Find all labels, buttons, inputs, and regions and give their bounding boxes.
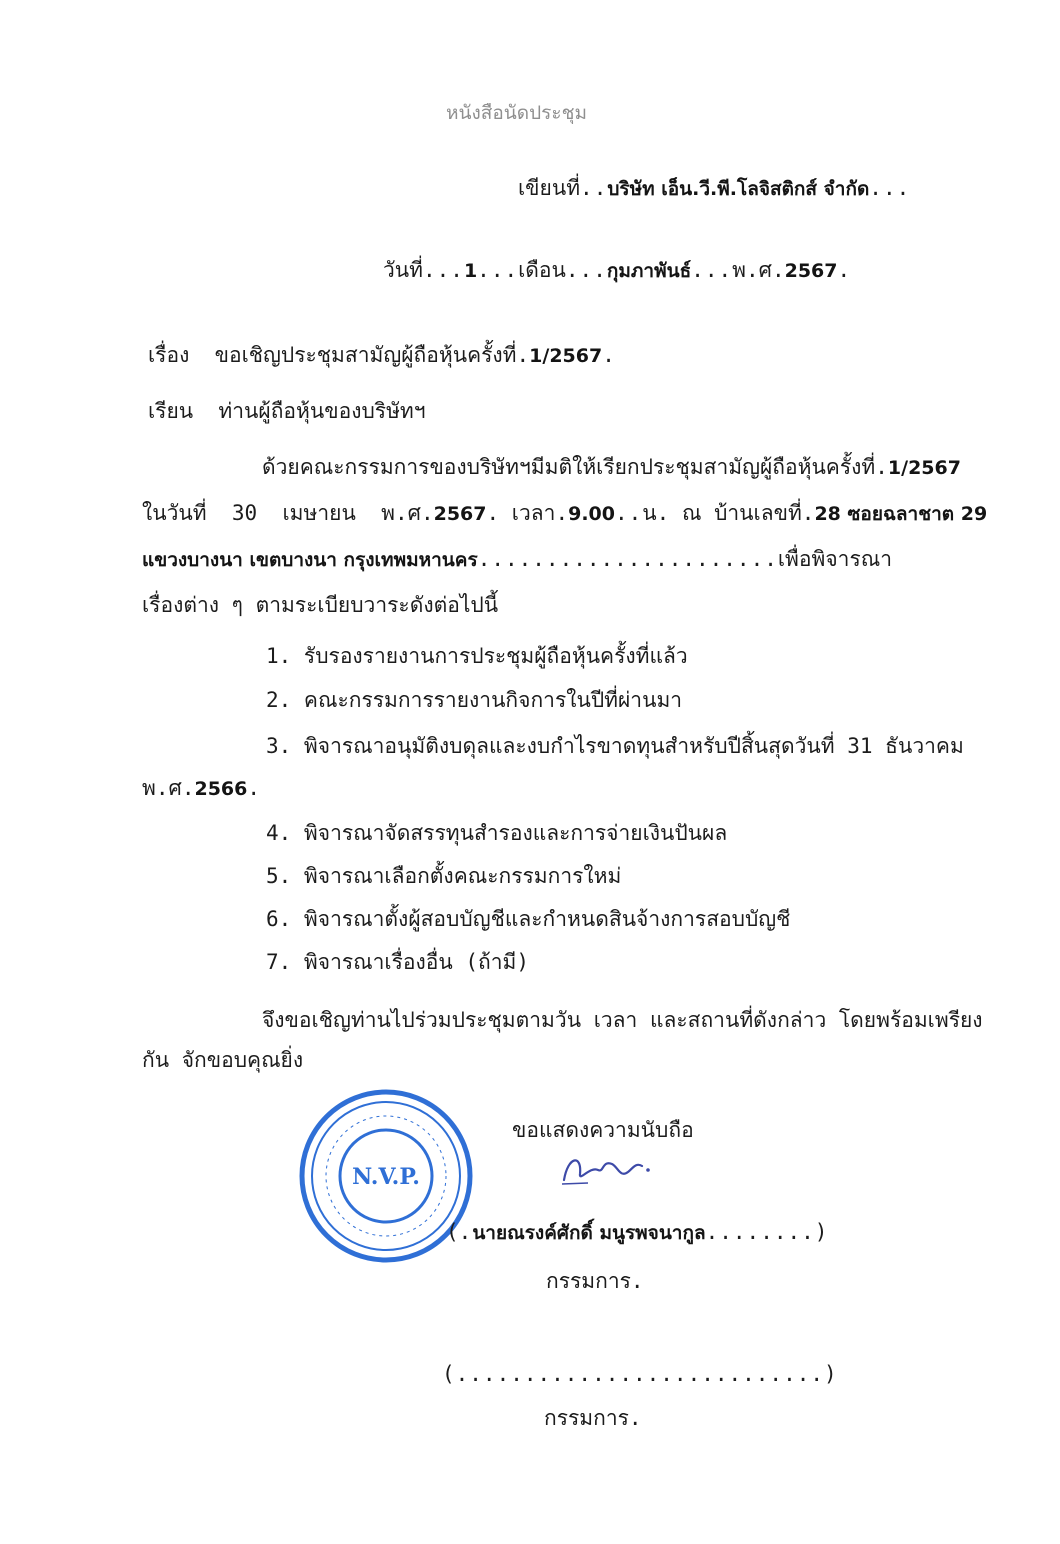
body-line-4: เรื่องต่าง ๆ ตามระเบียบวาระดังต่อไปนี้: [142, 593, 499, 617]
signer-1-title: กรรมการ.: [546, 1269, 644, 1293]
year-label: พ.ศ.: [732, 258, 785, 282]
signer-2-line: (...........................): [442, 1362, 838, 1386]
recipient-row: [148, 395, 426, 428]
date-row: วันที่...1...เดือน...กุมภาพันธ์...พ.ศ.2567.: [383, 258, 851, 282]
document-title: หนังสือนัดประชุม: [446, 102, 588, 124]
body-day: 30: [231, 501, 258, 525]
agenda-item: 6. พิจารณาตั้งผู้สอบบัญชีและกำหนดสินจ้างการสอบบัญชี: [266, 907, 791, 931]
body-intro: ด้วยคณะกรรมการของบริษัทฯมีมติให้เรียกประชุมสามัญผู้ถือหุ้นครั้งที่: [262, 455, 876, 479]
agenda-year-label: พ.ศ.: [142, 776, 195, 800]
body-time: 9.00: [568, 503, 615, 525]
agenda-item: 2. คณะกรรมการรายงานกิจการในปีที่ผ่านมา: [266, 688, 683, 712]
agenda-item: 7. พิจารณาเรื่องอื่น (ถ้ามี): [266, 950, 529, 974]
agenda-item: 1. รับรองรายงานการประชุมผู้ถือหุ้นครั้งที่แล้ว: [266, 644, 688, 668]
subject-text: ขอเชิญประชุมสามัญผู้ถือหุ้นครั้งที่: [214, 343, 517, 367]
body-on-date-label: ในวันที่: [142, 501, 207, 525]
closing-line-2: กัน จักขอบคุณยิ่ง: [142, 1048, 304, 1072]
body-month: เมษายน: [282, 501, 356, 525]
body-address: แขวงบางนา เขตบางนา กรุงเทพมหานคร: [142, 549, 478, 571]
agenda-item: 3. พิจารณาอนุมัติงบดุลและงบกำไรขาดทุนสำหรับปีสิ้นสุดวันที่ 31 ธันวาคม: [266, 734, 964, 758]
body-year-label: พ.ศ.: [381, 501, 434, 525]
signer-2-title: กรรมการ.: [544, 1406, 642, 1430]
written-at-value: บริษัท เอ็น.วี.พี.โลจิสติกส์ จำกัด: [607, 178, 870, 200]
subject-number: 1/2567: [529, 345, 603, 367]
written-at-row: เขียนที่..บริษัท เอ็น.วี.พี.โลจิสติกส์ จำกัด...: [518, 176, 911, 200]
agenda-item: 5. พิจารณาเลือกตั้งคณะกรรมการใหม่: [266, 864, 622, 888]
agenda-item: 4. พิจารณาจัดสรรทุนสำรองและการจ่ายเงินปันผล: [266, 821, 728, 845]
body-meeting-number: 1/2567: [887, 457, 961, 479]
month-label: เดือน: [518, 258, 566, 282]
signer-1-name: นายณรงค์ศักดิ์ มนูรพจนากูล: [472, 1222, 706, 1244]
body-line-1: ด้วยคณะกรรมการของบริษัทฯมีมติให้เรียกประชุมสามัญผู้ถือหุ้นครั้งที่.1/2567: [262, 455, 961, 479]
signature-mark: [558, 1150, 658, 1190]
body-at-label: ณ บ้านเลขที่: [681, 501, 802, 525]
closing-line-1: จึงขอเชิญท่านไปร่วมประชุมตามวัน เวลา และสถานที่ดังกล่าว โดยพร้อมเพรียง: [262, 1008, 983, 1032]
recipient-label: เรียน: [148, 399, 194, 423]
written-at-label: เขียนที่: [518, 176, 581, 200]
date-year: 2567: [784, 260, 838, 282]
date-label: วันที่: [383, 258, 423, 282]
body-year: 2567: [433, 503, 487, 525]
subject-row: เรื่อง ขอเชิญประชุมสามัญผู้ถือหุ้นครั้งที่.1/2567.: [148, 343, 615, 367]
recipient-text: ท่านผู้ถือหุ้นของบริษัทฯ: [218, 399, 426, 423]
body-house-number: 28 ซอยฉลาชาต 29: [814, 503, 988, 525]
subject-label: เรื่อง: [148, 343, 190, 367]
stamp-text: N.V.P.: [352, 1164, 420, 1190]
date-month: กุมภาพันธ์: [606, 260, 692, 282]
body-line-2: ในวันที่ 30 เมษายน พ.ศ.2567. เวลา.9.00..น. ณ บ้านเลขที่.28 ซอยฉลาชาต 29: [142, 501, 988, 525]
agenda-year: 2566: [194, 778, 248, 800]
body-time-label: เวลา: [511, 501, 556, 525]
regards: ขอแสดงความนับถือ: [512, 1118, 694, 1142]
body-time-unit: น.: [642, 501, 670, 525]
body-to-consider: เพื่อพิจารณา: [777, 547, 893, 571]
date-day: 1: [463, 260, 478, 282]
body-line-3: แขวงบางนา เขตบางนา กรุงเทพมหานคร......................เพื่อพิจารณา: [142, 547, 893, 571]
signer-1-line: (.นายณรงค์ศักดิ์ มนูรพจนากูล........): [446, 1220, 828, 1244]
agenda-item-3-continuation: พ.ศ.2566.: [142, 776, 261, 800]
